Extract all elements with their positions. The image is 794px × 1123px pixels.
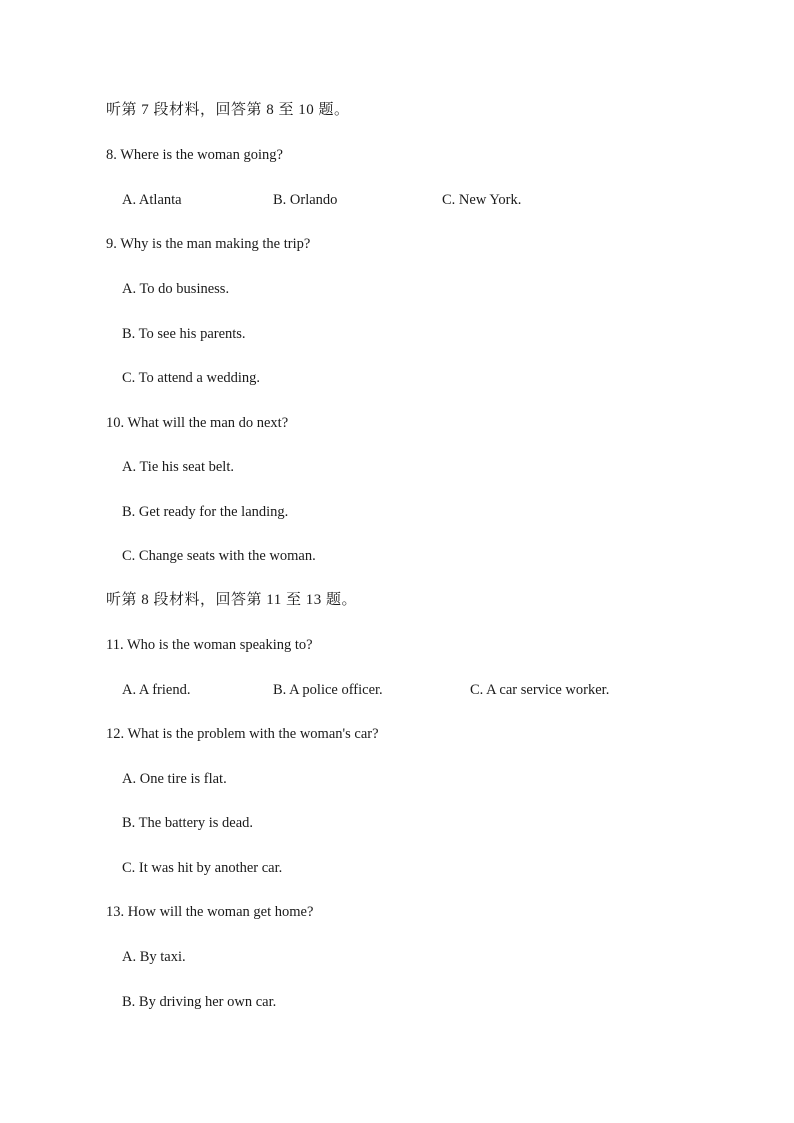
- question-stem: 8. Where is the woman going?: [106, 147, 283, 163]
- question-stem: 11. Who is the woman speaking to?: [106, 637, 313, 653]
- option-a: A. To do business.: [122, 281, 230, 297]
- option-c: C. A car service worker.: [470, 682, 610, 698]
- option-a: A. Tie his seat belt.: [122, 459, 234, 475]
- option-a: A. Atlanta: [122, 192, 182, 208]
- option-a: A. One tire is flat.: [122, 771, 227, 787]
- option-b: B. Orlando: [273, 192, 338, 208]
- section-heading: 听第 7 段材料，回答第 8 至 10 题。: [106, 102, 350, 118]
- option-c: C. It was hit by another car.: [122, 860, 283, 876]
- option-c: C. New York.: [442, 192, 522, 208]
- question-stem: 13. How will the woman get home?: [106, 904, 314, 920]
- question-stem: 12. What is the problem with the woman's car?: [106, 726, 379, 742]
- option-a: A. A friend.: [122, 682, 191, 698]
- option-b: B. The battery is dead.: [122, 815, 254, 831]
- question-stem: 9. Why is the man making the trip?: [106, 236, 311, 252]
- section-heading: 听第 8 段材料，回答第 11 至 13 题。: [106, 592, 357, 608]
- option-a: A. By taxi.: [122, 949, 186, 965]
- option-b: B. Get ready for the landing.: [122, 504, 289, 520]
- option-b: B. A police officer.: [273, 682, 383, 698]
- question-stem: 10. What will the man do next?: [106, 415, 289, 431]
- option-b: B. To see his parents.: [122, 326, 246, 342]
- option-c: C. Change seats with the woman.: [122, 548, 316, 564]
- option-c: C. To attend a wedding.: [122, 370, 261, 386]
- option-b: B. By driving her own car.: [122, 994, 277, 1010]
